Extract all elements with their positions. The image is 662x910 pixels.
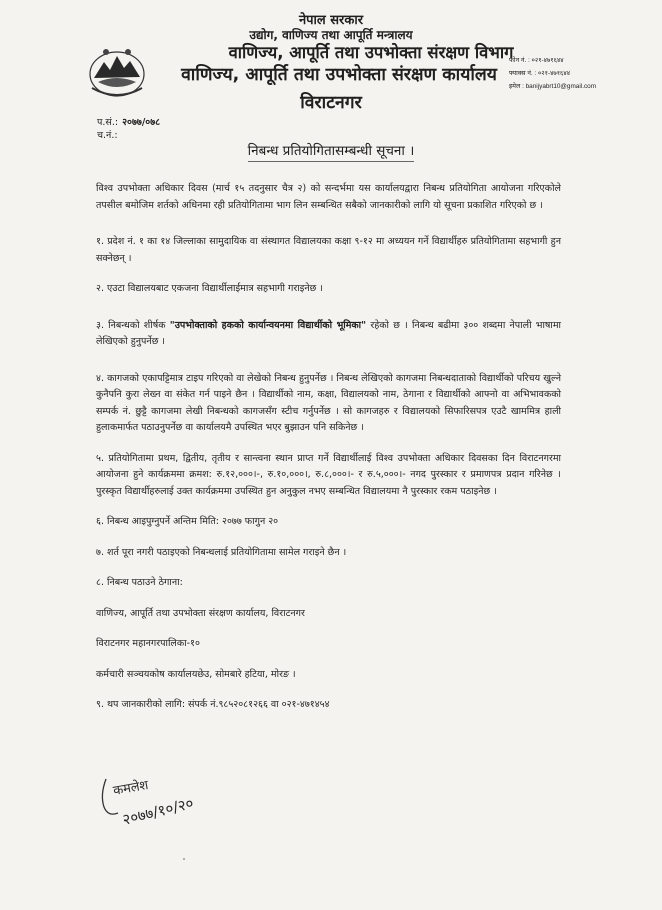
contact-block [509, 54, 596, 93]
condition-8: ८. निबन्ध पठाउने ठेगाना: [96, 577, 183, 588]
condition-1: १. प्रदेश नं. १ का १४ जिल्लाका सामुदायिक वा संस्थागत विद्यालयका कक्षा ९-१२ मा अध्ययन गर्ने विद्यार्थीहरु प्रतियोगितामा सहभागी हुन सक्नेछन् । [96, 236, 561, 264]
address-line-3: कर्मचारी सञ्चयकोष कार्यालयछेउ, सोमबारे हटिया, मोरङ । [96, 668, 296, 680]
condition-4: ४. कागजको एकापट्टिमात्र टाइप गरिएको वा लेखेको निबन्ध हुनुपर्नेछ । निबन्ध लेखिएको कागजमा निबन्धदाताको विद्यार्थीको परिचय खुल्ने कुनैपनि कुरा लेख्न वा संकेत गर्न पाइने छैन । विद्यार्थीको नाम, कक्षा, विद्यालयको नाम, ठेगाना र विद्यार्थीको आफ्नो वा अभिभावकको सम्पर्क नं. छुट्टै कागजमा लेखी निबन्धको कागजसँग स्टीच गर्नुपर्नेछ । सो कागजहरु र विद्यालयको सिफारिसपत्र एउटै खाममित्र हाली हुलाकमार्फत पठाउनुपर्नेछ वा कार्यालयमै उपस्थित भएर बुझाउन पनि सकिनेछ । [96, 372, 561, 433]
signature [96, 773, 216, 838]
signature-date: २०७७/१०/२० [120, 793, 196, 829]
phone-number: फोन नं. : ०२१-४७१६४४ [509, 57, 564, 64]
signature-name: कमलेश [112, 778, 150, 799]
notice-body [96, 181, 561, 714]
letterhead [0, 10, 662, 113]
condition-5: ५. प्रतियोगितामा प्रथम, द्वितीय, तृतीय र सान्त्वना स्थान प्राप्त गर्ने विद्यार्थीलाई विश्व उपभोक्ता अधिकार दिवसका दिन विराटनगरमा आयोजना हुने कार्यक्रममा क्रमश: रु.१२,०००।-, रु.१०,०००।, रु.८,०००।- र रु.५,०००।- नगद पुरस्कार र प्रमाणपत्र प्रदान गरिनेछ । पुरस्कृत विद्यार्थीहरुलाई उक्त कार्यक्रममा उपस्थित हुन अनुकुल नभए सम्बन्धित विद्यालयमा नै पुरस्कार रकम पठाइनेछ । [96, 452, 561, 497]
essay-topic: "उपभोक्ताको हकको कार्यान्वयनमा विद्यार्थीको भूमिका" [169, 319, 367, 331]
condition-9: ९. थप जानकारीको लागि: संपर्क नं.९८५२०८१२६६ वा ०२१-४७१४५४ [96, 699, 330, 710]
notice-title: निबन्ध प्रतियोगितासम्बन्धी सूचना । [0, 141, 662, 159]
intro-paragraph: विश्व उपभोक्ता अधिकार दिवस (मार्च १५ तदनुसार चैत्र २) को सन्दर्भमा यस कार्यालयद्वारा निबन्ध प्रतियोगिता आयोजना गरिएकोले तपसील बमोजिम शर्तको अधिनमा रही प्रतियोगितामा भाग लिन सम्बन्धित सबैको जानकारीको लागि यो सूचना प्रकाशित गरिएको छ । [96, 183, 561, 211]
ps-value: २०७७/०७८ [122, 117, 161, 128]
scan-speck [183, 858, 185, 860]
address-line-1: वाणिज्य, आपूर्ति तथा उपभोक्ता संरक्षण कार्यालय, विराटनगर [96, 607, 305, 619]
government-title: नेपाल सरकार [298, 13, 364, 28]
cn-label: च.नं.: [97, 130, 118, 141]
address-line-2: विराटनगर महानगरपालिका-१० [96, 638, 200, 649]
condition-3: ३. निबन्धको शीर्षक "उपभोक्ताको हकको कार्यान्वयनमा विद्यार्थीको भूमिका" रहेको छ । निबन्ध बढीमा ३०० शब्दमा नेपाली भाषामा लेखिएको हुनुपर्नेछ । [96, 319, 561, 347]
ministry-title: उद्योग, वाणिज्य तथा आपूर्ति मन्त्रालय [249, 28, 413, 42]
fax-number: फ्याक्स नं. : ०२१-४७१६४४ [509, 70, 571, 77]
ps-label: प.सं.: [97, 117, 119, 128]
condition-7: ७. शर्त पूरा नगरी पठाइएको निबन्धलाई प्रतियोगितामा सामेल गराइने छैन । [96, 546, 347, 558]
department-title: वाणिज्य, आपूर्ति तथा उपभोक्ता संरक्षण विभाग [228, 43, 514, 62]
office-city: विराटनगर [300, 93, 362, 113]
condition-6: ६. निबन्ध आइपुग्नुपर्ने अन्तिम मिति: २०७७ फागुन २० [96, 516, 279, 527]
condition-2: २. एउटा विद्यालयबाट एकजना विद्यार्थीलाईमात्र सहभागी गराइनेछ । [96, 283, 323, 294]
office-title: वाणिज्य, आपूर्ति तथा उपभोक्ता संरक्षण कार्यालय [181, 65, 497, 85]
email-address: इमेल : banijyabrt10@gmail.com [509, 83, 597, 90]
reference-block [97, 116, 160, 142]
